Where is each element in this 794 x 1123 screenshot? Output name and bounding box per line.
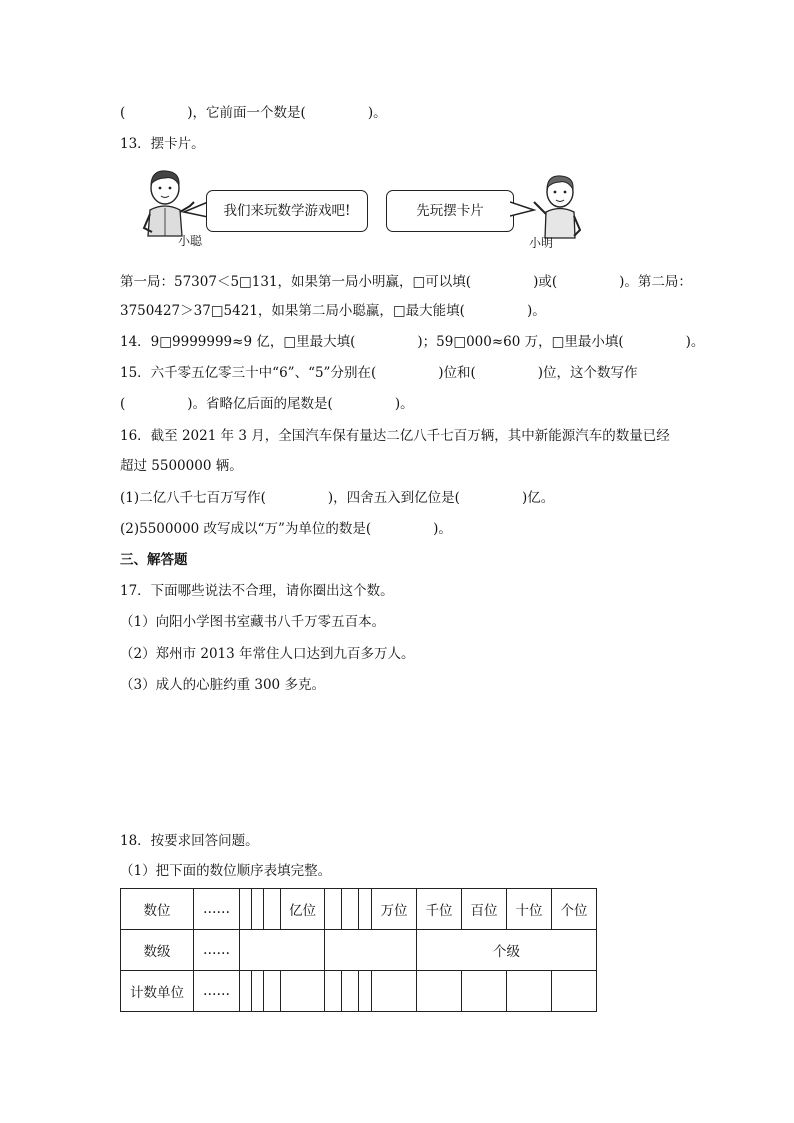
text-part: )位，这个数写作 [537, 365, 638, 381]
blank-cell[interactable] [252, 889, 264, 930]
row-header-units: 计数单位 [121, 971, 194, 1012]
blank-cell[interactable] [372, 971, 417, 1012]
name-xiaoming: 小明 [529, 236, 554, 250]
q15-line2 [120, 395, 414, 413]
place-bai: 百位 [462, 889, 507, 930]
dots-cell: …… [194, 971, 240, 1012]
text-part: )。 [433, 521, 452, 537]
blank-cell[interactable] [240, 971, 252, 1012]
blank-cell[interactable] [417, 971, 462, 1012]
text-part: )，它前面一个数是( [187, 105, 306, 121]
level-ge: 个级 [417, 930, 597, 971]
text-part: )。 [685, 334, 705, 350]
level-wan-blank[interactable] [325, 930, 417, 971]
text-part: )或( [533, 274, 558, 290]
q18-title: 18．按要求回答问题。 [120, 833, 259, 849]
text-part: ( [120, 105, 126, 121]
speech-bubble-right [386, 190, 514, 232]
text-part: (2)5500000 改写成以“万”为单位的数是( [120, 521, 372, 537]
blank-cell[interactable] [552, 971, 597, 1012]
speech-bubble-left [206, 190, 368, 232]
level-yi-blank[interactable] [240, 930, 325, 971]
place-wan: 万位 [372, 889, 417, 930]
blank-cell[interactable] [342, 971, 359, 1012]
blank-cell[interactable] [462, 971, 507, 1012]
text-part: )；59□000≈60 万，□里最小填( [417, 334, 624, 350]
text-part: )。第二局： [619, 274, 692, 290]
blank-cell[interactable] [264, 889, 281, 930]
blank-cell[interactable] [342, 889, 359, 930]
place-yi: 亿位 [281, 889, 325, 930]
place-ge: 个位 [552, 889, 597, 930]
q16-line2: 超过 5500000 辆。 [120, 458, 243, 474]
row-header-places: 数位 [121, 889, 194, 930]
q17-item-3: （3）成人的心脏约重 300 多克。 [120, 677, 325, 693]
blank-cell[interactable] [325, 889, 342, 930]
q18-sub1: （1）把下面的数位顺序表填完整。 [120, 863, 332, 879]
text-part: )。 [394, 396, 414, 412]
q16-line1: 16．截至 2021 年 3 月，全国汽车保有量达二亿八千七百万辆，其中新能源汽车的数量已经 [120, 428, 670, 444]
blank-cell[interactable] [359, 971, 372, 1012]
blank-cell[interactable] [264, 971, 281, 1012]
bubble-left-tail [182, 200, 208, 220]
text-part: 3750427＞37□5421，如果第二局小聪赢，□最大能填( [120, 303, 465, 319]
table-row-units [121, 971, 597, 1012]
text-part: 第一局：57307＜5□131，如果第一局小明赢，□可以填( [120, 274, 472, 290]
text-part: (1)二亿八千七百万写作( [120, 490, 266, 506]
place-qian: 千位 [417, 889, 462, 930]
q17-item-2: （2）郑州市 2013 年常住人口达到九百多万人。 [120, 646, 415, 662]
text-part: 14．9□9999999≈9 亿，□里最大填( [120, 334, 356, 350]
section3-title: 三、解答题 [120, 552, 188, 568]
q12-tail-line [120, 104, 387, 122]
table-row-levels [121, 930, 597, 971]
blank-cell[interactable] [507, 971, 552, 1012]
q17-title: 17．下面哪些说法不合理，请你圈出这个数。 [120, 583, 394, 599]
q13-title: 13．摆卡片。 [120, 136, 205, 152]
blank-cell[interactable] [252, 971, 264, 1012]
bubble-text: 我们来玩数学游戏吧! [223, 203, 351, 219]
blank-cell[interactable] [359, 889, 372, 930]
dots-cell: …… [194, 889, 240, 930]
blank-cell[interactable] [325, 971, 342, 1012]
bubble-text: 先玩摆卡片 [416, 203, 484, 219]
q14-line [120, 333, 704, 351]
text-part: )。 [526, 303, 546, 319]
dots-cell: …… [194, 930, 240, 971]
text-part: )。省略亿后面的尾数是( [187, 396, 333, 412]
q13-line1 [120, 273, 692, 291]
q13-line2 [120, 302, 546, 320]
text-part: )亿。 [521, 490, 555, 506]
blank-cell[interactable] [240, 889, 252, 930]
q15-line1 [120, 364, 638, 382]
text-part: ( [120, 396, 126, 412]
table-row-places [121, 889, 597, 930]
blank-cell[interactable] [281, 971, 325, 1012]
q16-sub1 [120, 489, 554, 507]
text-part: )。 [367, 105, 387, 121]
place-value-table [120, 888, 597, 1012]
row-header-levels: 数级 [121, 930, 194, 971]
text-part: )，四舍五入到亿位是( [327, 490, 460, 506]
text-part: )位和( [438, 365, 476, 381]
name-xiaocong: 小聪 [178, 234, 203, 248]
place-shi: 十位 [507, 889, 552, 930]
text-part: 15．六千零五亿零三十中“6”、“5”分别在( [120, 365, 377, 381]
q17-item-1: （1）向阳小学图书室藏书八千万零五百本。 [120, 614, 386, 630]
q16-sub2 [120, 520, 452, 538]
